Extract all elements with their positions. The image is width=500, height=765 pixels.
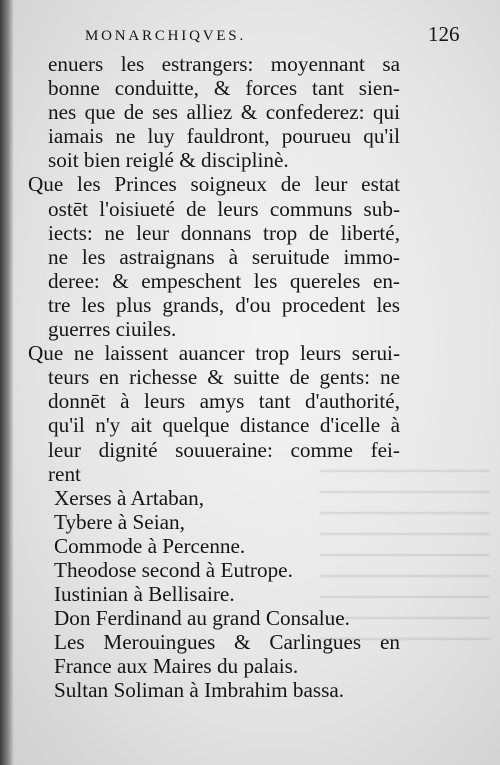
text-line: nes que de ses alliez & confederez: qui [48,100,400,125]
text-line: deree: & empeschent les quereles en- [48,268,400,293]
list-item-continuation: France aux Maires du palais. [54,654,299,679]
text-line: soit bien reiglé & disciplinè. [48,148,289,173]
examples-list [28,486,400,703]
page-number: 126 [428,22,460,46]
text-line: iects: ne leur donnans trop de liberté, [48,220,400,245]
list-item: Theodose second à Eutrope. [54,557,293,582]
text-line: rent [48,461,81,486]
list-item: Tybere à Seian, [54,509,185,534]
paragraph-2 [28,172,400,341]
text-line: ostēt l'oisiueté de leurs communs sub- [48,196,400,221]
text-line: tre les plus grands, d'ou procedent les [48,292,400,317]
list-item: Don Ferdinand au grand Consalue. [54,606,350,631]
list-item: Iustinian à Bellisaire. [54,582,235,607]
running-head: MONARCHIQVES. [85,28,246,44]
page-header [0,22,500,48]
text-line: qu'il n'y ait quelque distance d'icelle à [48,413,400,438]
list-item: Les Merouingues & Carlingues en [54,630,400,655]
page-gutter-shadow [0,0,14,765]
text-line: iamais ne luy fauldront, pourueu qu'il [48,124,400,149]
text-line: guerres ciuiles. [48,317,177,342]
list-item: Sultan Soliman à Imbrahim bassa. [54,678,345,703]
text-line: donnēt à leurs amys tant d'authorité, [48,389,400,414]
text-line: Que les Princes soigneux de leur estat [28,172,400,197]
text-line: teurs en richesse & suitte de gents: ne [48,365,400,390]
text-line: leur dignité souueraine: comme fei- [48,437,400,462]
paragraph-3 [28,341,400,486]
paragraph-1 [28,52,400,172]
text-line: enuers les estrangers: moyennant sa [48,52,400,76]
text-line: Que ne laissent auancer trop leurs serui- [28,341,400,366]
text-line: ne les astraignans à seruitude immo- [48,244,400,269]
body-text [28,52,400,703]
text-line: bonne conduitte, & forces tant sien- [48,76,400,101]
list-item: Xerses à Artaban, [54,485,205,510]
list-item: Commode à Percenne. [54,533,246,558]
